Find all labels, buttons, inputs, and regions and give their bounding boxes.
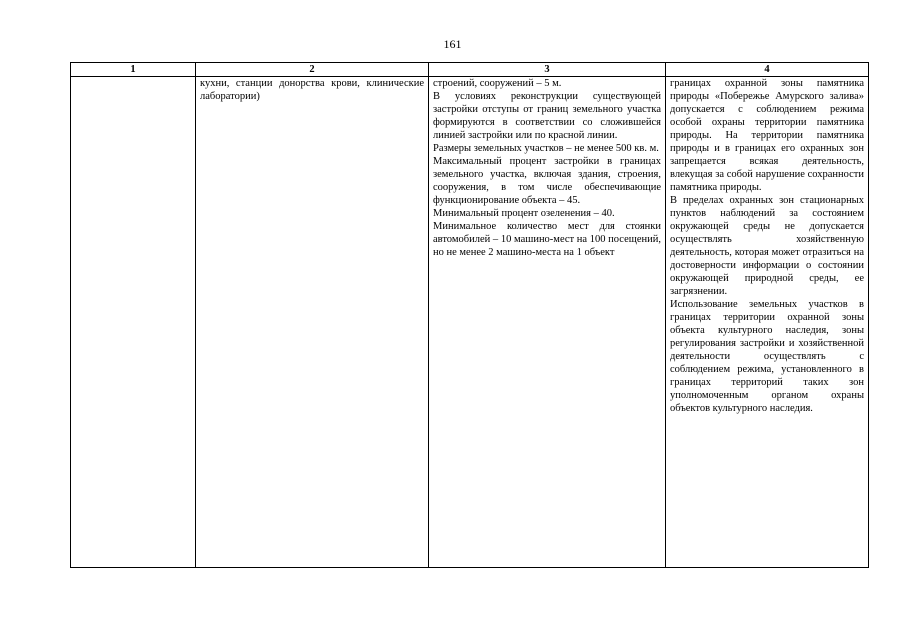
page-number: 161 xyxy=(443,37,462,51)
paragraph: В условиях реконструкции существующей застройки отступы от границ земельного участка формируются в соответствии со сложившейся линией застройки или по красной линии. xyxy=(433,91,661,141)
paragraph: строений, сооружений – 5 м. xyxy=(433,78,562,89)
column-header-2: 2 xyxy=(196,63,429,77)
paragraph: Размеры земельных участков – не менее 500 кв. м. xyxy=(433,143,659,154)
column-header-1: 1 xyxy=(71,63,196,77)
regulations-table xyxy=(70,62,869,568)
cell-col4 xyxy=(666,77,869,568)
paragraph: Использование земельных участков в границах территории охранной зоны объекта культурного наследия, зоны регулирования застройки и хозяйственной деятельности осуществлять с соблюдением режима, установленного в границах территорий таких зон уполномоченным органом охраны объектов культурного наследия. xyxy=(670,299,864,414)
paragraph: границах охранной зоны памятника природы «Побережье Амурского залива» допускается с соблюдением режима особой охраны территории памятника природы. На территории памятника природы и в границах его охранных зон запрещается всякая деятельность, влекущая за собой нарушение сохранности памятника природы. xyxy=(670,78,864,193)
paragraph: В пределах охранных зон стационарных пунктов наблюдений за состоянием окружающей среды не допускается осуществлять хозяйственную деятельность, которая может отразиться на достоверности информации о состоянии окружающей природной среды, ее загрязнении. xyxy=(670,195,864,297)
cell-col1 xyxy=(71,77,196,568)
paragraph: Максимальный процент застройки в границах земельного участка, включая здания, строения, сооружения, в том числе обеспечивающие функционирование объекта – 45. xyxy=(433,156,661,206)
column-header-4: 4 xyxy=(666,63,869,77)
column-header-3: 3 xyxy=(429,63,666,77)
paragraph: Минимальное количество мест для стоянки автомобилей – 10 машино-мест на 100 посещений, но не менее 2 машино-места на 1 объект xyxy=(433,221,661,258)
paragraph: Минимальный процент озеленения – 40. xyxy=(433,208,615,219)
table-header-row xyxy=(71,63,869,77)
paragraph: кухни, станции донорства крови, клинические лаборатории) xyxy=(200,78,424,102)
cell-col3 xyxy=(429,77,666,568)
cell-col2 xyxy=(196,77,429,568)
table-row xyxy=(71,77,869,568)
